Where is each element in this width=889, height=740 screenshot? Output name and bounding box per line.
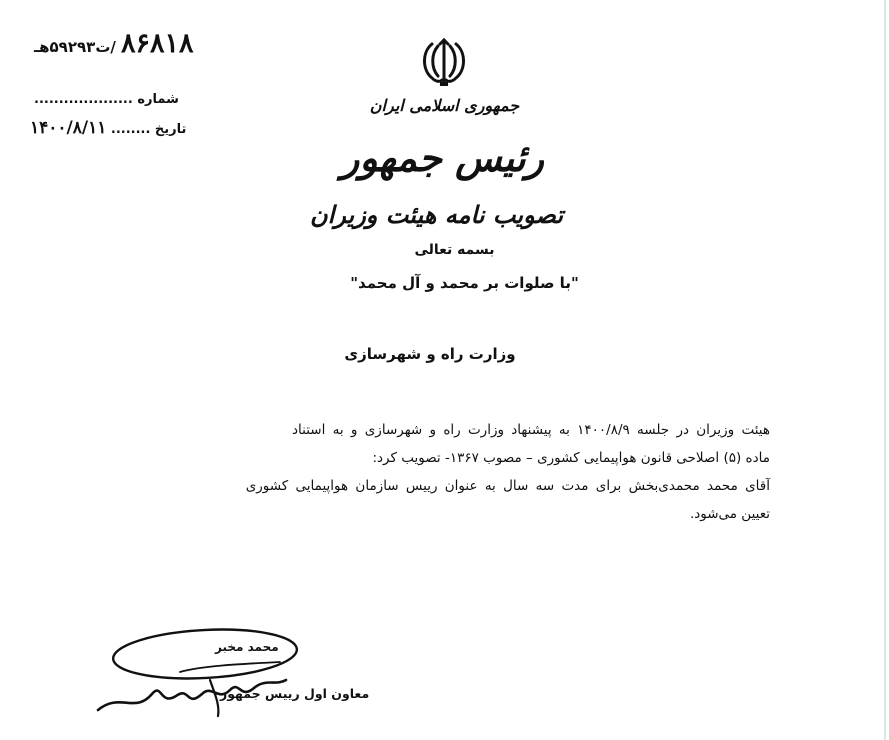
body-line-2: ماده (۵) اصلاحی قانون هواپیمایی کشوری – مصوب ۱۳۶۷- تصویب کرد:	[372, 450, 770, 466]
signatory-title: معاون اول رییس جمهور	[220, 686, 370, 701]
republic-title: جمهوری اسلامی ایران	[369, 96, 520, 115]
document-number	[34, 28, 193, 59]
body-line-1: هیئت وزیران در جلسه ۱۴۰۰/۸/۹ به پیشنهاد وزارت راه و شهرسازی و به استناد	[292, 422, 770, 438]
date-label: تاریخ	[154, 122, 187, 137]
number-label: شماره	[137, 92, 179, 107]
iran-emblem-icon	[418, 36, 470, 88]
signature-mark	[90, 622, 310, 722]
cabinet-approval-title: تصویب نامه هیئت وزیران	[309, 200, 564, 229]
date-dots: ........	[110, 122, 151, 137]
body-line-3: آقای محمد محمدی‌بخش برای مدت سه سال به عنوان رییس سازمان هواپیمایی کشوری	[245, 478, 770, 494]
document-number-small: /ت۵۹۲۹۳هـ	[34, 38, 116, 56]
number-value: ....................	[34, 92, 133, 107]
body-line-4: تعیین می‌شود.	[689, 506, 770, 522]
decree-body	[120, 416, 770, 528]
date-value: ۱۴۰۰/۸/۱۱	[30, 118, 107, 138]
document-number-large: ۸۶۸۱۸	[120, 28, 194, 59]
recipient-ministry: وزارت راه و شهرسازی	[344, 345, 516, 363]
president-title: رئیس جمهور	[340, 135, 545, 180]
salavat: "با صلوات بر محمد و آل محمد"	[350, 274, 579, 292]
bismillah: بسمه تعالی	[414, 242, 495, 258]
signatory-name: محمد مخبر	[215, 640, 279, 654]
